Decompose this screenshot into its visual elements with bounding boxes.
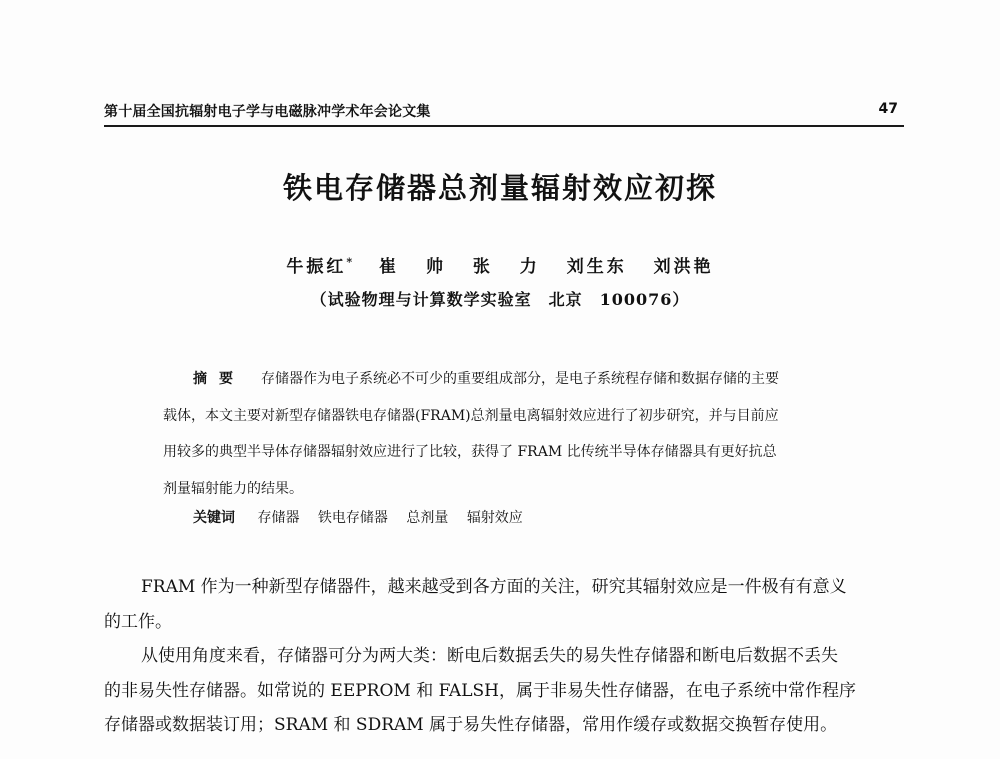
body-line: FRAM 作为一种新型存储器件，越来越受到各方面的关注，研究其辐射效应是一件极有有意义 (141, 577, 847, 597)
keywords-label: 关键词 (193, 510, 235, 526)
journal-name: 第十届全国抗辐射电子学与电磁脉冲学术年会论文集 (104, 104, 431, 120)
body-line: 的非易失性存储器。如常说的 EEPROM 和 FALSH，属于非易失性存储器，在电子系统中常作程序 (104, 680, 856, 701)
first-author: 牛振红 (286, 257, 347, 277)
keyword: 总剂量 (406, 510, 449, 526)
abstract-line: 剂量辐射能力的结果。 (163, 480, 303, 497)
body-text (104, 570, 904, 743)
body-line: 存储器或数据装订用；SRAM 和 SDRAM 属于易失性存储器，常用作缓存或数据交换暂存使用。 (104, 715, 838, 735)
abstract (163, 361, 853, 507)
author-list (0, 252, 1000, 277)
keyword: 辐射效应 (466, 510, 523, 526)
abstract-label: 摘要 (193, 371, 245, 387)
abstract-line (163, 361, 853, 398)
other-authors: 崔 帅 张 力 刘生东 刘洪艳 (379, 257, 714, 277)
abstract-line: 用较多的典型半导体存储器辐射效应进行了比较，获得了 FRAM 比传统半导体存储器具有更好抗总 (163, 444, 777, 460)
page-number: 47 (878, 101, 898, 117)
keyword: 存储器 (257, 510, 300, 526)
corresponding-author-mark: * (346, 255, 353, 269)
abstract-text: 存储器作为电子系统必不可少的重要组成部分，是电子系统程存储和数据存储的主要 (261, 371, 779, 387)
paper-title: 铁电存储器总剂量辐射效应初探 (282, 171, 717, 205)
author-affiliation: （试验物理与计算数学实验室 北京 100076） (310, 290, 690, 309)
body-line: 的工作。 (104, 611, 172, 632)
keywords (193, 507, 537, 527)
running-header (104, 101, 904, 127)
keyword: 铁电存储器 (317, 510, 388, 526)
body-line: 从使用角度来看，存储器可分为两大类：断电后数据丢失的易失性存储器和断电后数据不丢失 (141, 646, 838, 666)
abstract-line: 载体，本文主要对新型存储器铁电存储器(FRAM)总剂量电离辐射效应进行了初步研究，并与目前应 (163, 407, 779, 424)
